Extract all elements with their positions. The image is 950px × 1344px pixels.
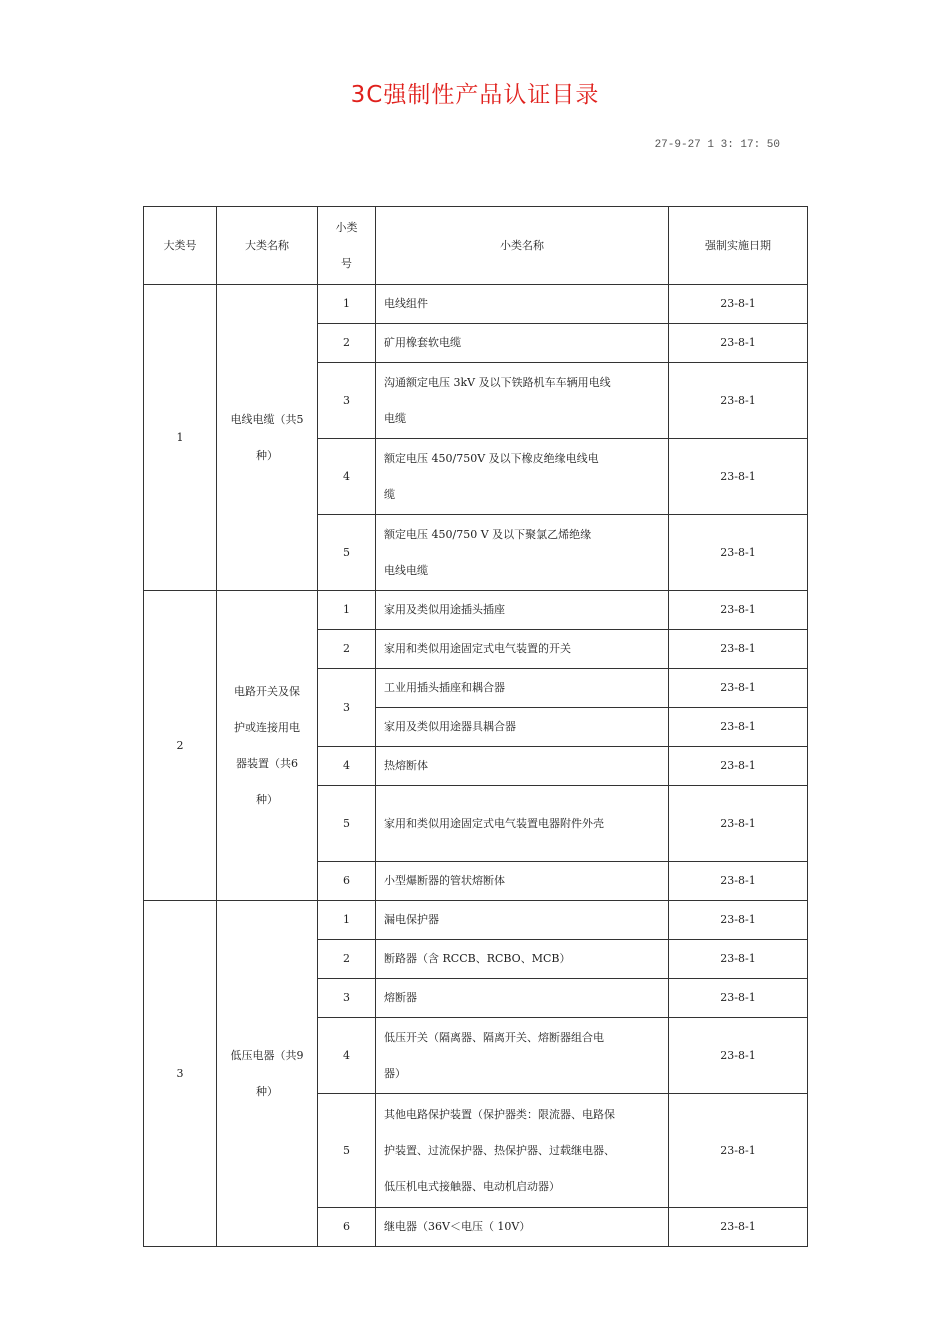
- date-cell: 23-8-1: [669, 1018, 808, 1094]
- sub-name-cell: 沟通额定电压 3kV 及以下铁路机车车辆用电线电缆: [376, 363, 669, 439]
- date-cell: 23-8-1: [669, 439, 808, 515]
- date-cell: 23-8-1: [669, 515, 808, 591]
- sub-name-cell: 热熔断体: [376, 747, 669, 786]
- table-header-row: [144, 207, 808, 285]
- document-timestamp: 27-9-27 1 3: 17: 50: [654, 139, 780, 151]
- table-row: [144, 901, 808, 940]
- sub-name-cell: 继电器（36V＜电压（ 10V）: [376, 1208, 669, 1247]
- date-cell: 23-8-1: [669, 901, 808, 940]
- date-cell: 23-8-1: [669, 862, 808, 901]
- date-cell: 23-8-1: [669, 669, 808, 708]
- sub-no-cell: 5: [318, 1094, 376, 1208]
- sub-name-cell: 电线组件: [376, 285, 669, 324]
- sub-name-cell: 熔断器: [376, 979, 669, 1018]
- cat-no-cell: 1: [144, 285, 217, 591]
- sub-no-cell: 1: [318, 285, 376, 324]
- sub-no-cell: 4: [318, 747, 376, 786]
- sub-name-cell: 矿用橡套软电缆: [376, 324, 669, 363]
- sub-name-cell: 漏电保护器: [376, 901, 669, 940]
- sub-name-cell: 工业用插头插座和耦合器: [376, 669, 669, 708]
- date-cell: 23-8-1: [669, 324, 808, 363]
- sub-name-cell: 家用及类似用途插头插座: [376, 591, 669, 630]
- sub-name-cell: 断路器（含 RCCB、RCBO、MCB）: [376, 940, 669, 979]
- table-row: [144, 591, 808, 630]
- header-sub-no: 小类号: [318, 207, 376, 285]
- sub-no-cell: 1: [318, 591, 376, 630]
- sub-no-cell: 6: [318, 1208, 376, 1247]
- sub-no-cell: 6: [318, 862, 376, 901]
- sub-name-cell: 小型爆断器的管状熔断体: [376, 862, 669, 901]
- header-date: 强制实施日期: [669, 207, 808, 285]
- sub-name-cell: 额定电压 450/750 V 及以下聚氯乙烯绝缘电线电缆: [376, 515, 669, 591]
- date-cell: 23-8-1: [669, 747, 808, 786]
- sub-name-cell: 其他电路保护装置（保护器类：限流器、电路保护装置、过流保护器、热保护器、过载继电器、低压机电式接触器、电动机启动器）: [376, 1094, 669, 1208]
- header-cat-no: 大类号: [144, 207, 217, 285]
- date-cell: 23-8-1: [669, 979, 808, 1018]
- date-cell: 23-8-1: [669, 1094, 808, 1208]
- date-cell: 23-8-1: [669, 285, 808, 324]
- date-cell: 23-8-1: [669, 1208, 808, 1247]
- date-cell: 23-8-1: [669, 630, 808, 669]
- sub-no-cell: 5: [318, 786, 376, 862]
- date-cell: 23-8-1: [669, 940, 808, 979]
- sub-name-cell: 额定电压 450/750V 及以下橡皮绝缘电线电缆: [376, 439, 669, 515]
- cat-name-cell: 电线电缆（共5种）: [217, 285, 318, 591]
- sub-name-cell: 家用及类似用途器具耦合器: [376, 708, 669, 747]
- cat-name-cell: 电路开关及保护或连接用电器装置（共6种）: [217, 591, 318, 901]
- date-cell: 23-8-1: [669, 591, 808, 630]
- header-cat-name: 大类名称: [217, 207, 318, 285]
- cat-no-cell: 2: [144, 591, 217, 901]
- cat-name-cell: 低压电器（共9种）: [217, 901, 318, 1247]
- date-cell: 23-8-1: [669, 708, 808, 747]
- date-cell: 23-8-1: [669, 363, 808, 439]
- sub-no-cell: 2: [318, 940, 376, 979]
- sub-no-cell: 4: [318, 1018, 376, 1094]
- cat-no-cell: 3: [144, 901, 217, 1247]
- sub-name-cell: 家用和类似用途固定式电气装置的开关: [376, 630, 669, 669]
- sub-no-cell: 1: [318, 901, 376, 940]
- document-title: 3C强制性产品认证目录: [350, 82, 600, 108]
- date-cell: 23-8-1: [669, 786, 808, 862]
- sub-no-cell: 5: [318, 515, 376, 591]
- sub-no-cell: 3: [318, 363, 376, 439]
- header-sub-name: 小类名称: [376, 207, 669, 285]
- sub-no-cell: 2: [318, 324, 376, 363]
- table-row: [144, 285, 808, 324]
- sub-name-cell: 家用和类似用途固定式电气装置电器附件外壳: [376, 786, 669, 862]
- catalog-table: [143, 206, 808, 1247]
- sub-no-cell: 3: [318, 669, 376, 747]
- sub-no-cell: 4: [318, 439, 376, 515]
- sub-name-cell: 低压开关（隔离器、隔离开关、熔断器组合电器）: [376, 1018, 669, 1094]
- sub-no-cell: 3: [318, 979, 376, 1018]
- sub-no-cell: 2: [318, 630, 376, 669]
